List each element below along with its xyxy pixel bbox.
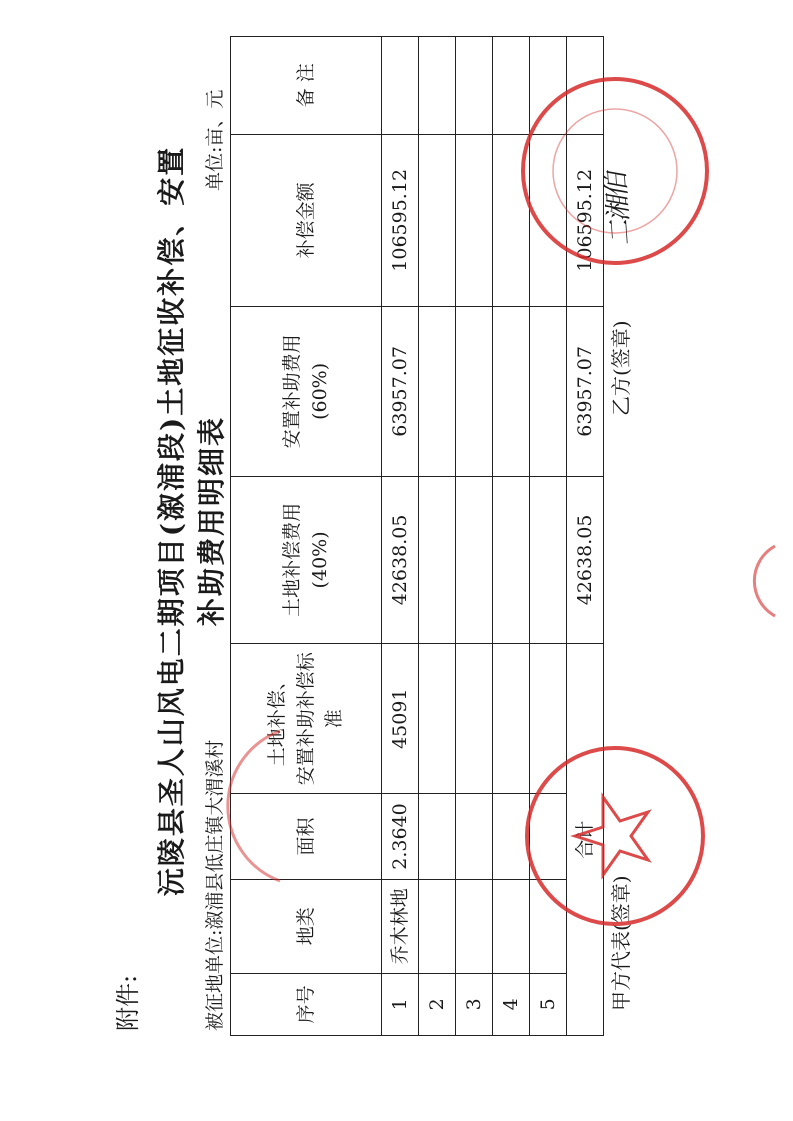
header-resettle-line2: (60%)	[309, 362, 331, 420]
cell-resettlement: 63957.07	[382, 307, 419, 476]
cell-standard	[456, 644, 493, 794]
cell-total	[456, 134, 493, 307]
total-amount: 106595.12	[567, 134, 604, 307]
party-b-seal	[515, 71, 715, 271]
cell-resettlement	[419, 307, 456, 476]
header-total-amount: 补偿金额	[231, 134, 382, 307]
unit-label: 单位:亩、元	[204, 89, 226, 191]
cell-total: 106595.12	[382, 134, 419, 307]
total-label: 合计	[567, 644, 604, 1036]
header-land-line1: 土地补偿费用	[280, 502, 303, 617]
partial-seal-mark	[170, 721, 290, 891]
page-title: 沅陵县圣人山风电二期项目(溆浦段)土地征收补偿、安置补助费用明细表	[155, 145, 228, 897]
header-area: 面积	[231, 794, 382, 880]
cell-land-compensation	[419, 476, 456, 644]
cell-resettlement	[493, 307, 530, 476]
header-standard-line2: 安置补助补偿标准	[294, 652, 346, 786]
seal-ring	[523, 79, 707, 263]
seal-ring	[527, 748, 703, 924]
table-row	[419, 37, 456, 1036]
cell-area	[456, 794, 493, 880]
header-note: 备 注	[231, 37, 382, 135]
cell-note	[456, 37, 493, 135]
cell-land-compensation: 42638.05	[382, 476, 419, 644]
stray-red-mark	[720, 541, 780, 621]
cell-note	[419, 37, 456, 135]
star-icon	[575, 797, 648, 875]
header-seq: 序号	[231, 973, 382, 1035]
cell-land-type: 乔木林地	[382, 879, 419, 973]
party-a-seal	[520, 741, 710, 931]
total-resettlement: 63957.07	[567, 307, 604, 476]
attachment-label: 附件:	[114, 974, 142, 1031]
party-a-signature-label: 甲方代表(签章)	[609, 875, 633, 1011]
expropriated-unit-label: 被征地单位:溆浦县低庄镇大渭溪村	[204, 739, 226, 1031]
header-resettlement	[231, 307, 382, 476]
cell-land-type	[456, 879, 493, 973]
cell-seq: 5	[530, 973, 567, 1035]
cell-area: 2.3640	[382, 794, 419, 880]
header-resettle-line1: 安置补助费用	[280, 334, 303, 449]
cell-land-compensation	[530, 476, 567, 644]
seal-inner-ring	[553, 109, 677, 233]
table-row	[456, 37, 493, 1036]
cell-land-compensation	[456, 476, 493, 644]
cell-seq: 1	[382, 973, 419, 1035]
cell-standard	[419, 644, 456, 794]
cell-area	[419, 794, 456, 880]
cell-seq: 3	[456, 973, 493, 1035]
cell-resettlement	[456, 307, 493, 476]
table-row	[382, 37, 419, 1036]
header-standard-line1: 土地补偿、	[266, 671, 289, 767]
cell-resettlement	[530, 307, 567, 476]
cell-standard: 45091	[382, 644, 419, 794]
cell-land-type	[419, 879, 456, 973]
cell-land-compensation	[493, 476, 530, 644]
total-land-compensation: 42638.05	[567, 476, 604, 644]
header-land-compensation	[231, 476, 382, 644]
cell-seq: 4	[493, 973, 530, 1035]
header-land-type: 地类	[231, 879, 382, 973]
cell-total	[419, 134, 456, 307]
handwritten-signature: 二湘伯	[601, 172, 637, 247]
cell-note	[382, 37, 419, 135]
party-b-signature-label: 乙方(签章)	[609, 320, 633, 416]
cell-seq: 2	[419, 973, 456, 1035]
header-land-line2: (40%)	[309, 531, 331, 589]
